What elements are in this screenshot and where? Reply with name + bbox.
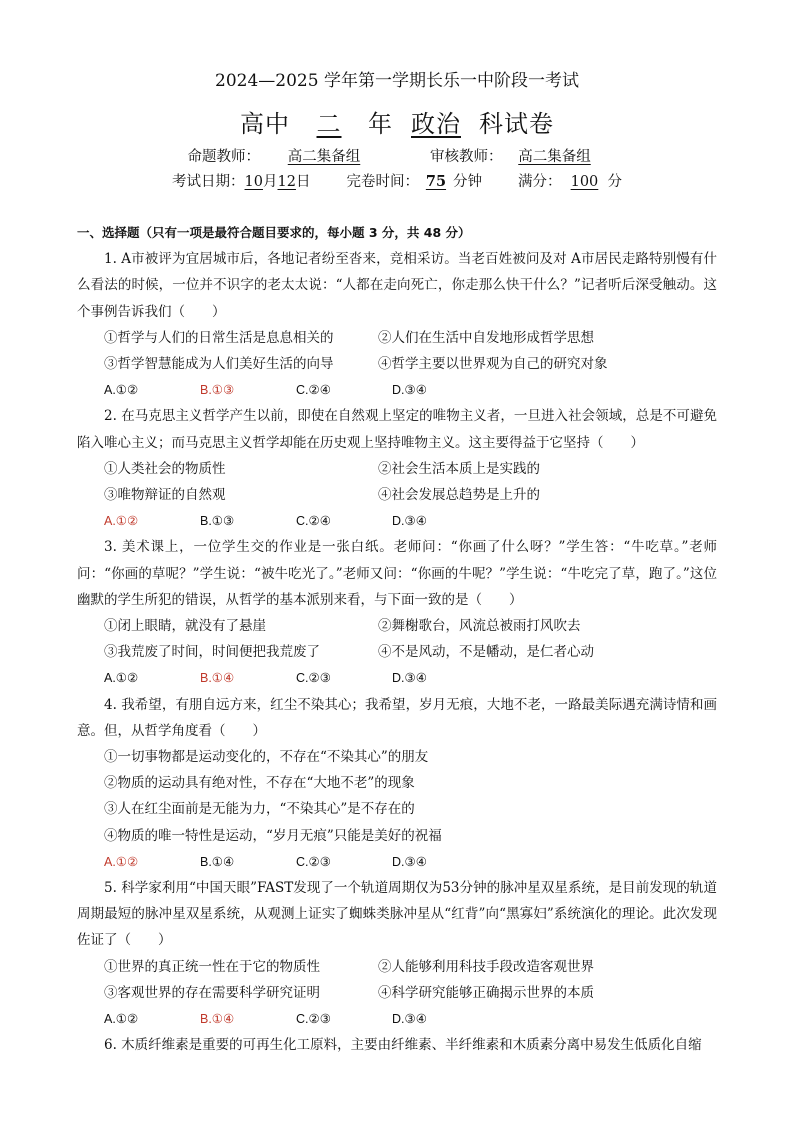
option-c: C.②③ — [296, 1012, 331, 1027]
option-a: A.①② — [104, 671, 139, 686]
option-d: D.③④ — [392, 383, 427, 398]
exam-title-line: 2024—2025 学年第一学期长乐一中阶段一考试 — [215, 71, 579, 91]
question-stem: 4. 我希望，有朋自远方来，红尘不染其心；我希望，岁月无痕，大地不老，一路最美际遇充满诗情和画意。但，从哲学角度看（ ） — [77, 696, 717, 739]
option-a: A.①② — [104, 383, 139, 398]
exam-prefix: 高中 — [240, 110, 290, 138]
score-value: 100 — [570, 174, 599, 190]
date-day: 12 — [277, 174, 296, 190]
option-row — [77, 508, 717, 534]
exam-subject-line — [0, 104, 794, 139]
date-month: 10 — [244, 174, 263, 190]
statement-row — [77, 770, 717, 796]
statement-row — [77, 823, 717, 849]
date-label: 考试日期： — [172, 174, 245, 190]
statement: ③唯物辩证的自然观 — [104, 487, 226, 504]
option-b: B.①④ — [200, 1012, 235, 1027]
option-d: D.③④ — [392, 514, 427, 529]
grade-value: 二 — [316, 110, 342, 138]
subject-value: 政治 — [411, 110, 461, 138]
exam-meta — [0, 170, 794, 191]
option-b: B.①③ — [200, 383, 235, 398]
statement: ③哲学智慧能成为人们美好生活的向导 — [104, 356, 334, 373]
statement: ②人能够利用科技手段改造客观世界 — [378, 958, 594, 975]
statement-row — [77, 954, 717, 980]
option-a: A.①② — [104, 1012, 139, 1027]
score-label: 满分： — [517, 174, 562, 190]
option-d: D.③④ — [392, 671, 427, 686]
option-a: A.①② — [104, 514, 139, 529]
statement: ③我荒废了时间，时间便把我荒废了 — [104, 644, 320, 661]
option-c: C.②③ — [296, 854, 331, 869]
statement: ②社会生活本质上是实践的 — [378, 460, 540, 477]
option-b: B.①③ — [200, 514, 235, 529]
time-unit: 分钟 — [452, 174, 482, 190]
option-row — [77, 377, 717, 403]
exam-suffix: 科试卷 — [479, 110, 554, 138]
year-word: 年 — [368, 110, 393, 138]
option-d: D.③④ — [392, 854, 427, 869]
statement: ①哲学与人们的日常生活是息息相关的 — [104, 329, 334, 346]
option-b: B.①④ — [200, 671, 235, 686]
option-c: C.②③ — [296, 671, 331, 686]
statement-row — [77, 744, 717, 770]
grade-blank — [290, 104, 368, 139]
option-c: C.②④ — [296, 514, 331, 529]
option-d: D.③④ — [392, 1012, 427, 1027]
subject-blank — [393, 104, 479, 139]
statement-row — [77, 456, 717, 482]
score-unit: 分 — [607, 174, 622, 190]
statement-row — [77, 325, 717, 351]
statement: ④不是风动，不是幡动，是仁者心动 — [378, 644, 594, 661]
option-row — [77, 849, 717, 875]
statement: ②人们在生活中自发地形成哲学思想 — [378, 329, 594, 346]
statement: ①世界的真正统一性在于它的物质性 — [104, 958, 320, 975]
statement: ③人在红尘面前是无能为力，“不染其心”是不存在的 — [104, 801, 415, 818]
statement-row — [77, 980, 717, 1006]
statement-row — [77, 613, 717, 639]
statement: ①闭上眼睛，就没有了悬崖 — [104, 618, 266, 635]
question-stem: 6. 木质纤维素是重要的可再生化工原料，主要由纤维素、半纤维素和木质素分离中易发生低质化自缩 — [104, 1037, 702, 1054]
question-content — [77, 220, 717, 1059]
time-value: 75 — [425, 173, 447, 190]
option-c: C.②④ — [296, 383, 331, 398]
question-stem: 1. A市被评为宜居城市后，各地记者纷至沓来，竞相采访。当老百姓被问及对 A市居民走路特别慢有什么看法的时候，一位并不识字的老太太说：“人都在走向死亡，你走那么快干什么？”记者听后深受触动。这个事例告诉我们（ ） — [77, 251, 717, 320]
section-heading: 一、选择题（只有一项是最符合题目要求的，每小题 3 分，共 48 分） — [77, 225, 471, 240]
statement: ①一切事物都是运动变化的，不存在“不染其心”的朋友 — [104, 749, 429, 766]
author-value: 高二集备组 — [287, 149, 361, 165]
reviewer-label: 审核教师： — [430, 149, 503, 165]
option-b: B.①④ — [200, 854, 235, 869]
question-stem: 3. 美术课上，一位学生交的作业是一张白纸。老师问：“你画了什么呀？”学生答：“牛吃草。”老师问：“你画的草呢？”学生说：“被牛吃光了。”老师又问：“你画的牛呢？”学生说：“牛吃完了草，跑了。”这位幽默的学生所犯的错误，从哲学的基本派别来看，与下面一致的是（ ） — [77, 539, 717, 608]
question-stem: 5. 科学家利用“中国天眼”FAST发现了一个轨道周期仅为53分钟的脉冲星双星系统，是目前发现的轨道周期最短的脉冲星双星系统，从观测上证实了蜘蛛类脉冲星从“红背”向“黑寡妇”系统演化的理论。此次发现佐证了（ ） — [77, 880, 717, 949]
question-stem: 2. 在马克思主义哲学产生以前，即使在自然观上坚定的唯物主义者，一旦进入社会领域，总是不可避免陷入唯心主义；而马克思主义哲学却能在历史观上坚持唯物主义。这主要得益于它坚持（ ） — [77, 408, 717, 451]
teacher-info — [0, 145, 794, 166]
option-a: A.①② — [104, 854, 139, 869]
statement: ③客观世界的存在需要科学研究证明 — [104, 984, 320, 1001]
option-row — [77, 1006, 717, 1032]
reviewer-value: 高二集备组 — [518, 149, 591, 165]
statement: ④社会发展总趋势是上升的 — [378, 487, 540, 504]
statement-row — [77, 796, 717, 822]
statement: ④物质的唯一特性是运动，“岁月无痕”只能是美好的祝福 — [104, 827, 442, 844]
statement-row — [77, 639, 717, 665]
option-row — [77, 665, 717, 691]
statement-row — [77, 482, 717, 508]
statement-row — [77, 351, 717, 377]
statement: ④哲学主要以世界观为自己的研究对象 — [378, 356, 608, 373]
time-label: 完卷时间： — [346, 174, 419, 190]
author-label: 命题教师： — [187, 149, 260, 165]
statement: ④科学研究能够正确揭示世界的本质 — [378, 984, 594, 1001]
statement: ②物质的运动具有绝对性，不存在“大地不老”的现象 — [104, 775, 415, 792]
statement: ①人类社会的物质性 — [104, 460, 226, 477]
date-day-word: 日 — [295, 174, 311, 190]
date-month-word: 月 — [263, 174, 278, 190]
statement: ②舞榭歌台，风流总被雨打风吹去 — [378, 618, 581, 635]
